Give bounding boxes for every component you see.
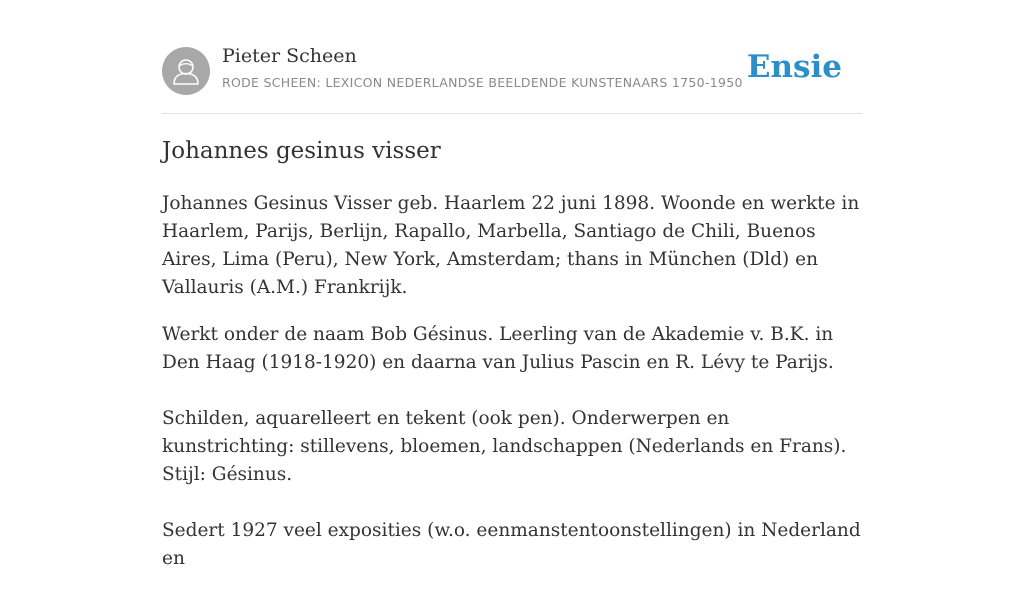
article-title: Johannes gesinus visser [162,138,441,164]
article-paragraph: Schilden, aquarelleert en tekent (ook pen). Onderwerpen en kunstrichting: stillevens, bloemen, landschappen (Nederlands en Frans). Stijl: Gésinus. [162,408,847,485]
article-paragraph: Werkt onder de naam Bob Gésinus. Leerling van de Akademie v. B.K. in Den Haag (1918-1920) en daarna van Julius Pascin en R. Lévy te Parijs. [162,324,834,373]
ensie-logo[interactable]: Ensie [746,49,842,85]
source-label[interactable]: RODE SCHEEN: LEXICON NEDERLANDSE BEELDENDE KUNSTENAARS 1750-1950 [222,75,743,90]
article-body [162,190,862,592]
user-icon [162,47,210,95]
page-container [162,0,862,569]
article-header [162,0,862,114]
article-paragraph: Sedert 1927 veel exposities (w.o. eenmanstentoonstellingen) in Nederland en [162,520,861,569]
author-name[interactable]: Pieter Scheen [222,45,357,67]
article-paragraph: Johannes Gesinus Visser geb. Haarlem 22 juni 1898. Woonde en werkte in Haarlem, Parijs, Berlijn, Rapallo, Marbella, Santiago de Chili, Buenos Aires, Lima (Peru), New York, Amsterdam; thans in München (Dld) en Vallauris (A.M.) Frankrijk. [162,193,860,298]
author-avatar[interactable] [162,47,210,95]
